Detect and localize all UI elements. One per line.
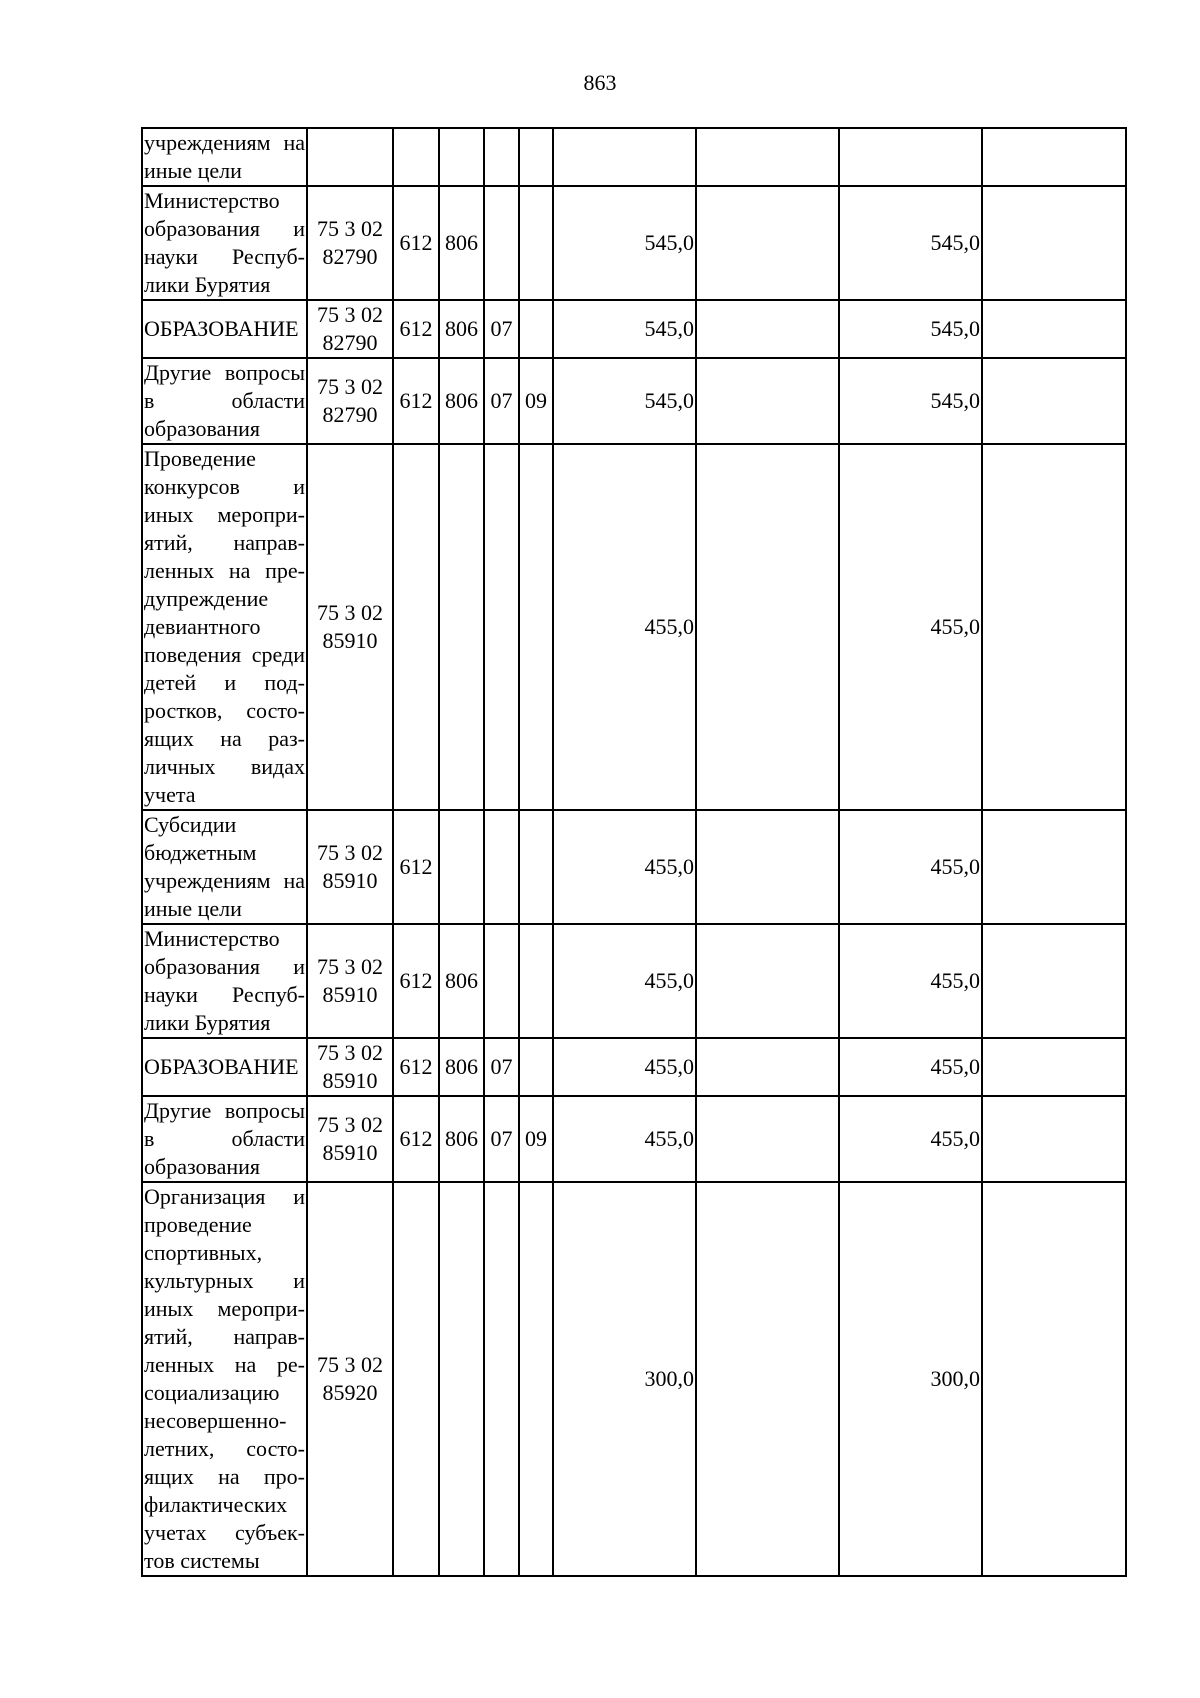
row-grbs [439, 444, 484, 810]
row-vr: 612 [393, 924, 439, 1038]
row-sum-3: 545,0 [839, 358, 982, 444]
table-row [142, 444, 1126, 810]
row-name: учреждениям на иные цели [142, 128, 307, 186]
row-vr: 612 [393, 300, 439, 358]
row-rz [484, 128, 519, 186]
row-pr [519, 128, 553, 186]
row-vr [393, 444, 439, 810]
row-grbs: 806 [439, 1038, 484, 1096]
row-sum-2 [696, 300, 839, 358]
table-row [142, 924, 1126, 1038]
table-row [142, 1182, 1126, 1576]
row-pr [519, 186, 553, 300]
row-name: ОБРАЗОВАНИЕ [142, 1038, 307, 1096]
row-grbs [439, 128, 484, 186]
row-vr: 612 [393, 358, 439, 444]
table-row [142, 358, 1126, 444]
row-vr: 612 [393, 186, 439, 300]
row-pr [519, 924, 553, 1038]
row-extra [982, 1096, 1126, 1182]
row-extra [982, 1038, 1126, 1096]
row-name: Другие вопросы в области образования [142, 1096, 307, 1182]
row-sum-1: 455,0 [553, 444, 696, 810]
row-vr [393, 128, 439, 186]
row-name: ОБРАЗОВАНИЕ [142, 300, 307, 358]
row-pr [519, 300, 553, 358]
row-name: Субсидии бюджетным учреждениям на иные цели [142, 810, 307, 924]
row-rz [484, 444, 519, 810]
row-vr [393, 1182, 439, 1576]
row-sum-1: 300,0 [553, 1182, 696, 1576]
row-pr: 09 [519, 1096, 553, 1182]
row-rz: 07 [484, 1038, 519, 1096]
row-sum-1: 545,0 [553, 300, 696, 358]
budget-table [141, 127, 1127, 1577]
row-sum-3: 545,0 [839, 186, 982, 300]
row-sum-1: 545,0 [553, 186, 696, 300]
row-sum-2 [696, 924, 839, 1038]
row-code: 75 3 02 85920 [307, 1182, 393, 1576]
row-extra [982, 128, 1126, 186]
row-grbs: 806 [439, 358, 484, 444]
table-row [142, 300, 1126, 358]
row-code: 75 3 02 82790 [307, 300, 393, 358]
row-name: Министерство образования и науки Республики Бурятия [142, 924, 307, 1038]
row-grbs [439, 810, 484, 924]
row-rz: 07 [484, 358, 519, 444]
table-row [142, 1096, 1126, 1182]
row-extra [982, 300, 1126, 358]
row-pr [519, 444, 553, 810]
row-code: 75 3 02 85910 [307, 1096, 393, 1182]
row-grbs: 806 [439, 1096, 484, 1182]
table-row [142, 186, 1126, 300]
row-extra [982, 358, 1126, 444]
row-sum-3: 455,0 [839, 1096, 982, 1182]
row-sum-3: 455,0 [839, 444, 982, 810]
row-pr [519, 810, 553, 924]
row-sum-3: 545,0 [839, 300, 982, 358]
row-sum-2 [696, 1038, 839, 1096]
row-name: Министерство образования и науки Республики Бурятия [142, 186, 307, 300]
row-sum-1: 455,0 [553, 1038, 696, 1096]
row-rz [484, 924, 519, 1038]
row-grbs: 806 [439, 924, 484, 1038]
row-sum-2 [696, 358, 839, 444]
row-vr: 612 [393, 1038, 439, 1096]
row-code: 75 3 02 82790 [307, 358, 393, 444]
row-code: 75 3 02 85910 [307, 924, 393, 1038]
row-name: Организация и проведение спортивных, культурных и иных мероприятий, направленных на ресоциализацию несовершеннолетних, состоящих на профилактических учетах субъектов системы [142, 1182, 307, 1576]
page-number: 863 [583, 70, 617, 95]
row-sum-1: 455,0 [553, 924, 696, 1038]
row-grbs: 806 [439, 300, 484, 358]
row-grbs: 806 [439, 186, 484, 300]
table-row [142, 810, 1126, 924]
row-sum-3 [839, 128, 982, 186]
row-sum-2 [696, 444, 839, 810]
row-rz: 07 [484, 300, 519, 358]
row-sum-2 [696, 810, 839, 924]
row-code: 75 3 02 85910 [307, 810, 393, 924]
row-rz [484, 810, 519, 924]
row-sum-1: 455,0 [553, 810, 696, 924]
row-rz: 07 [484, 1096, 519, 1182]
row-sum-2 [696, 1096, 839, 1182]
row-grbs [439, 1182, 484, 1576]
row-sum-2 [696, 1182, 839, 1576]
row-extra [982, 810, 1126, 924]
row-name: Другие вопросы в области образования [142, 358, 307, 444]
row-extra [982, 444, 1126, 810]
row-sum-1: 545,0 [553, 358, 696, 444]
row-vr: 612 [393, 810, 439, 924]
row-pr: 09 [519, 358, 553, 444]
row-sum-1 [553, 128, 696, 186]
row-name: Проведение конкурсов и иных мероприятий, направленных на предупреждение девиантного поведения среди детей и подростков, состоящих на различных видах учета [142, 444, 307, 810]
row-extra [982, 1182, 1126, 1576]
row-code: 75 3 02 82790 [307, 186, 393, 300]
row-sum-2 [696, 128, 839, 186]
row-code [307, 128, 393, 186]
row-extra [982, 924, 1126, 1038]
row-sum-3: 455,0 [839, 1038, 982, 1096]
row-sum-3: 455,0 [839, 924, 982, 1038]
row-code: 75 3 02 85910 [307, 1038, 393, 1096]
table-row [142, 1038, 1126, 1096]
row-pr [519, 1182, 553, 1576]
table-row [142, 128, 1126, 186]
row-sum-3: 455,0 [839, 810, 982, 924]
row-pr [519, 1038, 553, 1096]
row-sum-2 [696, 186, 839, 300]
row-code: 75 3 02 85910 [307, 444, 393, 810]
row-sum-3: 300,0 [839, 1182, 982, 1576]
row-vr: 612 [393, 1096, 439, 1182]
row-rz [484, 186, 519, 300]
row-sum-1: 455,0 [553, 1096, 696, 1182]
row-rz [484, 1182, 519, 1576]
row-extra [982, 186, 1126, 300]
